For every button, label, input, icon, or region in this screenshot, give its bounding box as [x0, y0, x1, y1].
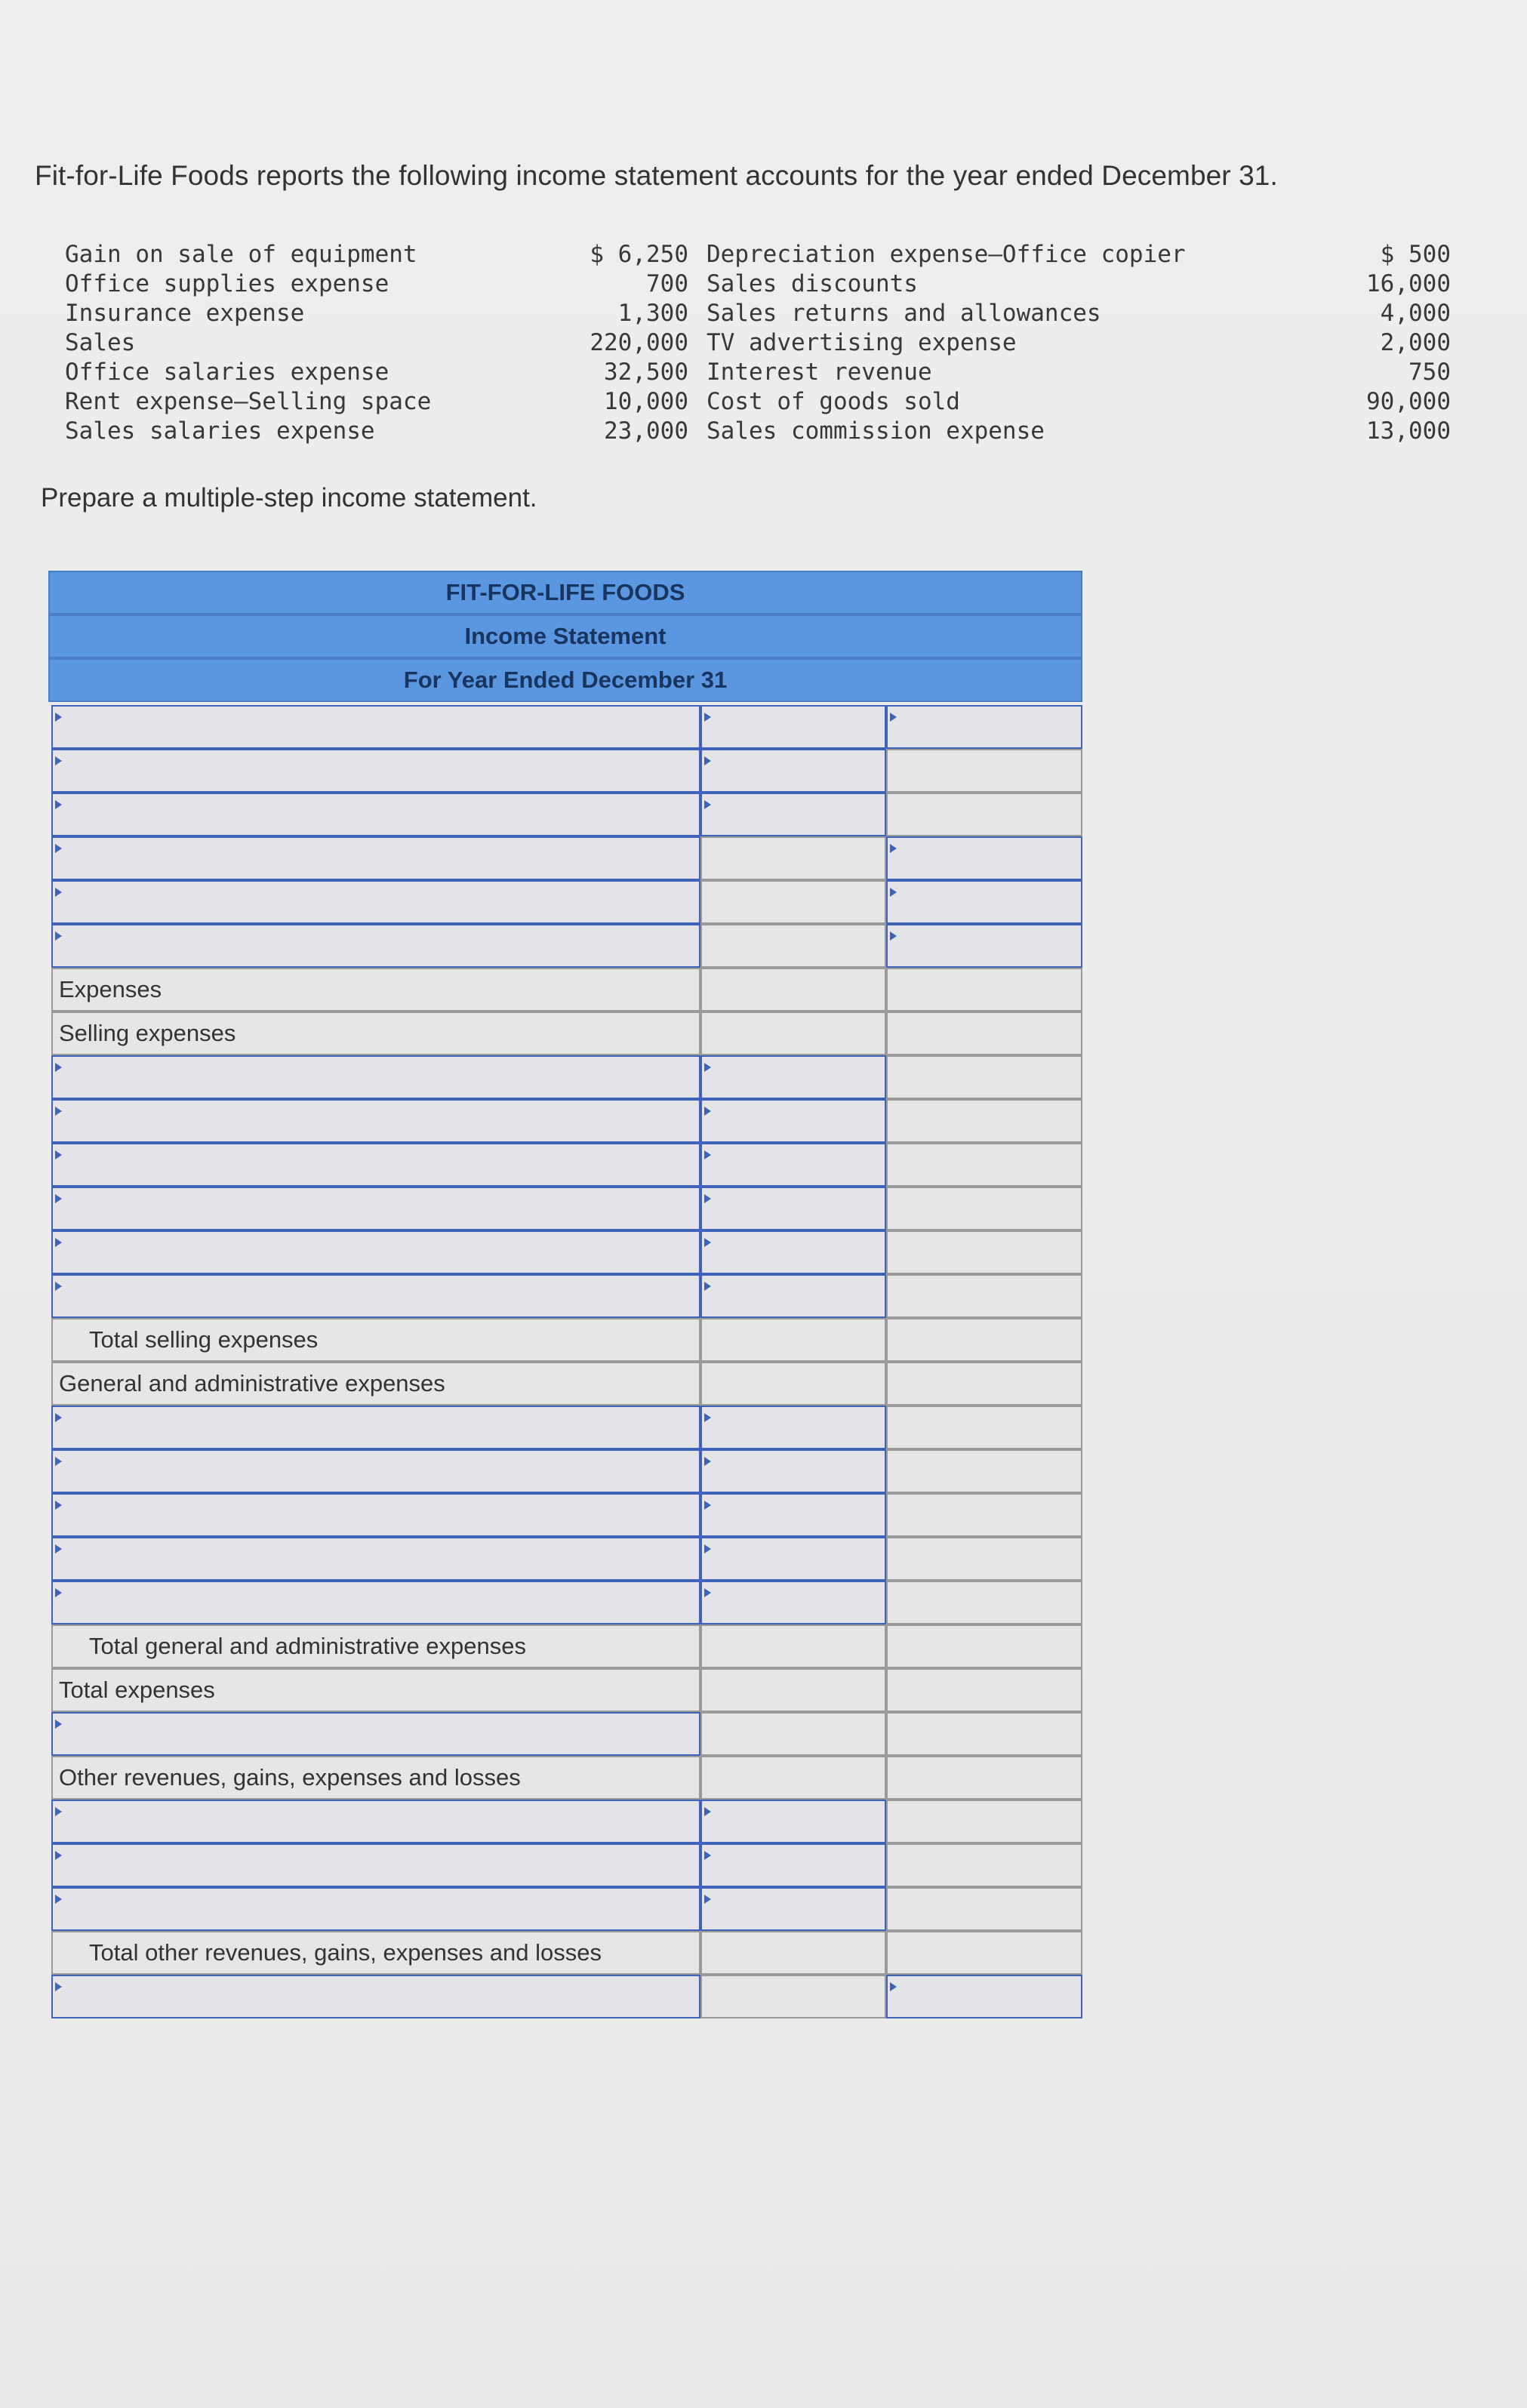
account-name: TV advertising expense	[707, 329, 1017, 356]
account-name: Gain on sale of equipment	[65, 241, 417, 268]
table-row	[51, 1975, 1082, 2018]
account-input[interactable]	[51, 1843, 700, 1887]
account-input[interactable]	[51, 1099, 700, 1143]
blank-cell	[886, 1187, 1082, 1230]
table-row	[51, 1843, 1082, 1887]
account-input[interactable]	[51, 705, 700, 749]
blank-cell	[700, 1712, 886, 1756]
amount-input[interactable]	[700, 1055, 886, 1099]
table-row	[51, 968, 1082, 1012]
account-name: Interest revenue	[707, 359, 932, 386]
amount-input[interactable]	[700, 1143, 886, 1187]
amount-cell	[886, 1712, 1082, 1756]
total-gen-admin-cell	[700, 1624, 886, 1668]
income-statement-form	[48, 571, 1082, 2028]
account-name: Cost of goods sold	[707, 388, 960, 415]
account-input[interactable]	[51, 1449, 700, 1493]
blank-cell	[886, 1274, 1082, 1318]
blank-cell	[886, 1449, 1082, 1493]
blank-cell	[886, 1362, 1082, 1406]
account-amount: 23,000	[604, 417, 688, 445]
table-row	[51, 1887, 1082, 1931]
table-row	[51, 793, 1082, 836]
table-row	[51, 880, 1082, 924]
account-input[interactable]	[51, 749, 700, 793]
amount-input[interactable]	[700, 1493, 886, 1537]
account-input[interactable]	[51, 1143, 700, 1187]
blank-cell	[886, 1493, 1082, 1537]
account-amount: 700	[646, 270, 688, 297]
account-name: Sales commission expense	[707, 417, 1045, 445]
total-label: Total selling expenses	[51, 1318, 700, 1362]
account-name: Office salaries expense	[65, 359, 389, 386]
amount-input[interactable]	[886, 880, 1082, 924]
blank-cell	[886, 793, 1082, 836]
account-name: Office supplies expense	[65, 270, 389, 297]
account-input[interactable]	[51, 836, 700, 880]
amount-input[interactable]	[886, 836, 1082, 880]
account-input[interactable]	[51, 1230, 700, 1274]
table-row	[51, 924, 1082, 968]
table-row	[51, 1274, 1082, 1318]
account-amount: 90,000	[1366, 388, 1451, 415]
table-row	[51, 1406, 1082, 1449]
table-row	[51, 1931, 1082, 1975]
table-row	[51, 1537, 1082, 1581]
blank-cell	[886, 1318, 1082, 1362]
blank-cell	[700, 836, 886, 880]
section-label: Other revenues, gains, expenses and losses	[51, 1756, 700, 1800]
account-input[interactable]	[51, 793, 700, 836]
blank-cell	[700, 924, 886, 968]
problem-intro: Fit-for-Life Foods reports the following income statement accounts for the year ended December 31.	[35, 160, 1278, 191]
amount-input[interactable]	[700, 1099, 886, 1143]
table-row	[51, 749, 1082, 793]
account-name: Depreciation expense—Office copier	[707, 241, 1186, 268]
total-label: Total other revenues, gains, expenses and losses	[51, 1931, 700, 1975]
table-row	[51, 705, 1082, 749]
blank-cell	[886, 1756, 1082, 1800]
section-label: Expenses	[51, 968, 700, 1012]
section-label: General and administrative expenses	[51, 1362, 700, 1406]
table-row	[51, 1055, 1082, 1099]
account-input[interactable]	[51, 1187, 700, 1230]
amount-input[interactable]	[700, 1800, 886, 1843]
blank-cell	[886, 1406, 1082, 1449]
total-other-cell	[886, 1931, 1082, 1975]
account-amount: 32,500	[604, 359, 688, 386]
table-row	[51, 1624, 1082, 1668]
table-row	[51, 1756, 1082, 1800]
amount-input[interactable]	[886, 705, 1082, 749]
account-amount: $ 6,250	[590, 241, 688, 268]
account-input[interactable]	[51, 1537, 700, 1581]
account-name: Sales returns and allowances	[707, 300, 1101, 327]
company-name: FIT-FOR-LIFE FOODS	[48, 571, 1082, 614]
amount-input[interactable]	[886, 924, 1082, 968]
table-row	[51, 1143, 1082, 1187]
table-row	[51, 1581, 1082, 1624]
blank-cell	[886, 1055, 1082, 1099]
amount-input[interactable]	[700, 1187, 886, 1230]
blank-cell	[700, 1975, 886, 2018]
table-row	[51, 1712, 1082, 1756]
account-amount: $ 500	[1380, 241, 1451, 268]
account-input[interactable]	[51, 1887, 700, 1931]
account-input[interactable]	[51, 1975, 700, 2018]
blank-cell	[700, 1756, 886, 1800]
account-input[interactable]	[51, 1274, 700, 1318]
blank-cell	[700, 1012, 886, 1055]
account-input[interactable]	[51, 1055, 700, 1099]
table-row	[51, 1318, 1082, 1362]
total-expenses-cell	[886, 1668, 1082, 1712]
account-input[interactable]	[51, 1406, 700, 1449]
account-name: Sales discounts	[707, 270, 918, 297]
amount-input[interactable]	[700, 749, 886, 793]
account-amount: 13,000	[1366, 417, 1451, 445]
amount-input[interactable]	[700, 705, 886, 749]
blank-cell	[886, 1537, 1082, 1581]
table-row	[51, 836, 1082, 880]
blank-cell	[700, 1362, 886, 1406]
account-input[interactable]	[51, 1493, 700, 1537]
table-row	[51, 1362, 1082, 1406]
amount-input[interactable]	[700, 1274, 886, 1318]
amount-input[interactable]	[700, 1537, 886, 1581]
blank-cell	[886, 968, 1082, 1012]
account-amount: 16,000	[1366, 270, 1451, 297]
account-name: Sales	[65, 329, 136, 356]
account-input[interactable]	[51, 1800, 700, 1843]
blank-cell	[886, 749, 1082, 793]
amount-input[interactable]	[700, 1230, 886, 1274]
account-amount: 4,000	[1380, 300, 1451, 327]
blank-cell	[886, 1143, 1082, 1187]
amount-input[interactable]	[700, 1406, 886, 1449]
account-name: Rent expense—Selling space	[65, 388, 432, 415]
table-row	[51, 1230, 1082, 1274]
account-input[interactable]	[51, 1581, 700, 1624]
total-label: Total general and administrative expenses	[51, 1624, 700, 1668]
blank-cell	[700, 968, 886, 1012]
table-row	[51, 1800, 1082, 1843]
account-list	[65, 240, 1461, 446]
account-name: Sales salaries expense	[65, 417, 375, 445]
statement-period: For Year Ended December 31	[48, 658, 1082, 702]
blank-cell	[886, 1581, 1082, 1624]
table-row	[51, 1493, 1082, 1537]
account-amount: 220,000	[590, 329, 688, 356]
amount-input[interactable]	[700, 1581, 886, 1624]
net-income-input[interactable]	[886, 1975, 1082, 2018]
blank-cell	[700, 880, 886, 924]
amount-input[interactable]	[700, 793, 886, 836]
statement-title: Income Statement	[48, 614, 1082, 658]
account-input[interactable]	[51, 880, 700, 924]
blank-cell	[886, 1887, 1082, 1931]
table-row	[51, 1187, 1082, 1230]
account-input[interactable]	[51, 924, 700, 968]
blank-cell	[886, 1230, 1082, 1274]
instruction-text: Prepare a multiple-step income statement.	[41, 483, 537, 513]
blank-cell	[886, 1800, 1082, 1843]
amount-input[interactable]	[700, 1887, 886, 1931]
account-amount: 750	[1408, 359, 1451, 386]
table-row	[51, 1449, 1082, 1493]
blank-cell	[886, 1624, 1082, 1668]
blank-cell	[886, 1099, 1082, 1143]
account-amount: 2,000	[1380, 329, 1451, 356]
total-selling-expenses-cell	[700, 1318, 886, 1362]
blank-cell	[700, 1931, 886, 1975]
account-name: Insurance expense	[65, 300, 305, 327]
total-label: Total expenses	[51, 1668, 700, 1712]
blank-cell	[700, 1668, 886, 1712]
blank-cell	[886, 1012, 1082, 1055]
account-amount: 1,300	[617, 300, 688, 327]
amount-input[interactable]	[700, 1843, 886, 1887]
blank-cell	[886, 1843, 1082, 1887]
account-input[interactable]	[51, 1712, 700, 1756]
table-row	[51, 1012, 1082, 1055]
amount-input[interactable]	[700, 1449, 886, 1493]
table-row	[51, 1099, 1082, 1143]
table-row	[51, 1668, 1082, 1712]
account-amount: 10,000	[604, 388, 688, 415]
section-label: Selling expenses	[51, 1012, 700, 1055]
